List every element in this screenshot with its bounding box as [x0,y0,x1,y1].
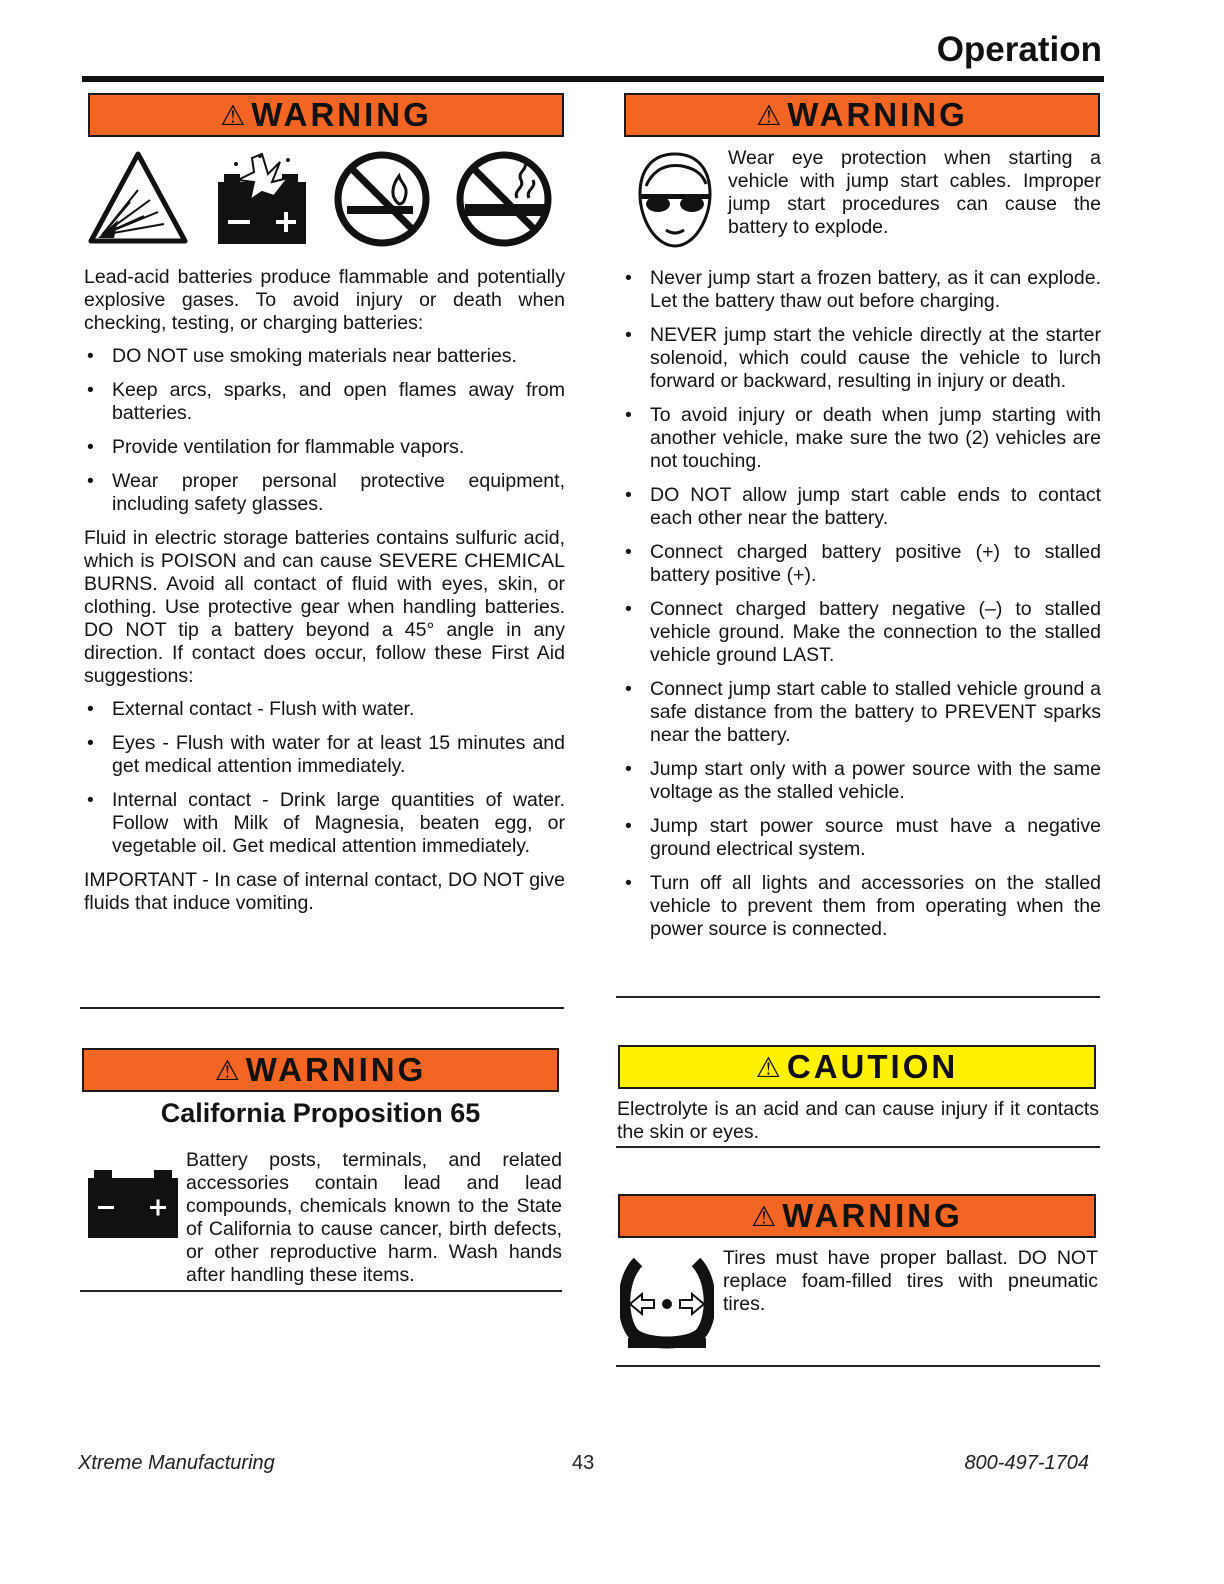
list-item-text: DO NOT allow jump start cable ends to contact each other near the battery. [650,484,1101,529]
list-item [622,872,1101,941]
bullet-icon: • [625,678,632,700]
list-item [622,404,1101,473]
list-item [622,267,1101,313]
important-note: IMPORTANT - In case of internal contact, DO NOT give fluids that induce vomiting. [84,869,565,914]
warning-triangle-icon: ⚠ [214,1054,240,1086]
no-flame-icon [333,150,431,248]
bullet-icon: • [87,470,94,492]
list-item [84,379,565,425]
prop65-body [80,1149,562,1287]
list-item-text: Eyes - Flush with water for at least 15 minutes and get medical attention immediately. [112,732,565,777]
list-item [84,470,565,516]
list-item [622,678,1101,747]
section-divider [616,1146,1100,1148]
warning-banner-label: WARNING [787,96,968,133]
list-item-text: Connect charged battery negative (–) to stalled vehicle ground. Make the connection to the stalled vehicle ground LAST. [650,598,1101,666]
prop65-title: California Proposition 65 [160,1098,481,1128]
battery-explosion-icon [216,152,308,246]
footer-company: Xtreme Manufacturing [78,1452,275,1474]
footer-phone: 800-497-1704 [964,1452,1089,1474]
list-item [84,436,565,459]
bullet-icon: • [87,789,94,811]
battery-bullet-list [84,345,565,516]
warning-banner-label: WARNING [782,1197,963,1234]
warning-banner-jump-start [624,93,1100,137]
bullet-icon: • [625,598,632,620]
prop65-text: Battery posts, terminals, and related accessories contain lead and lead compounds, chemicals known to the State of California to cause cancer, birth defects, or other reproductive harm. Wash hands after handling these items. [186,1149,562,1286]
list-item-text: Keep arcs, sparks, and open flames away from batteries. [112,379,565,424]
list-item-text: DO NOT use smoking materials near batteries. [112,345,517,367]
warning-triangle-icon: ⚠ [220,99,246,131]
bullet-icon: • [625,484,632,506]
bullet-icon: • [625,872,632,894]
list-item-text: Connect charged battery positive (+) to stalled battery positive (+). [650,541,1101,586]
warning-banner-batteries [88,93,564,137]
caution-triangle-icon: ⚠ [755,1051,781,1083]
list-item [84,345,565,368]
tire-ballast-icon [620,1254,714,1350]
bullet-icon: • [625,324,632,346]
bullet-icon: • [625,758,632,780]
list-item-text: NEVER jump start the vehicle directly at the starter solenoid, which could cause the vehicle to lurch forward or backward, resulting in injury or death. [650,324,1101,392]
section-divider [80,1290,562,1292]
section-divider [616,1365,1100,1367]
list-item-text: Wear proper personal protective equipment, including safety glasses. [112,470,565,515]
explosion-hazard-icon [88,150,188,245]
warning-banner-tires [618,1194,1096,1238]
list-item-text: To avoid injury or death when jump starting with another vehicle, make sure the two (2) vehicles are not touching. [650,404,1101,472]
first-aid-list [84,698,565,858]
list-item-text: Never jump start a frozen battery, as it can explode. Let the battery thaw out before charging. [650,267,1101,312]
bullet-icon: • [87,379,94,401]
warning-banner-label: WARNING [251,96,432,133]
section-divider [616,996,1100,998]
bullet-icon: • [625,267,632,289]
caution-text: Electrolyte is an acid and can cause injury if it contacts the skin or eyes. [617,1098,1099,1143]
jump-start-body [622,267,1101,941]
section-divider [80,1007,564,1009]
list-item-text: External contact - Flush with water. [112,698,415,720]
list-item [622,541,1101,587]
jump-start-intro: Wear eye protection when starting a vehicle with jump start cables. Improper jump start procedures can cause the battery to explode. [728,147,1101,238]
bullet-icon: • [625,541,632,563]
bullet-icon: • [87,345,94,367]
list-item [84,732,565,778]
bullet-icon: • [87,732,94,754]
list-item-text: Turn off all lights and accessories on the stalled vehicle to prevent them from operating when the power source is connected. [650,872,1101,940]
list-item [622,758,1101,804]
tires-text: Tires must have proper ballast. DO NOT replace foam-filled tires with pneumatic tires. [723,1247,1098,1315]
header-rule [82,76,1104,82]
list-item-text: Provide ventilation for flammable vapors. [112,436,465,458]
list-item [622,324,1101,393]
warning-triangle-icon: ⚠ [751,1200,777,1232]
list-item [622,484,1101,530]
list-item [622,598,1101,667]
list-item-text: Connect jump start cable to stalled vehicle ground a safe distance from the battery to PREVENT sparks near the battery. [650,678,1101,746]
bullet-icon: • [625,404,632,426]
warning-banner-prop65 [82,1048,559,1092]
warning-triangle-icon: ⚠ [756,99,782,131]
footer-page-number: 43 [572,1452,595,1474]
bullet-icon: • [625,815,632,837]
page-title: Operation [936,30,1102,69]
list-item-text: Internal contact - Drink large quantities of water. Follow with Milk of Magnesia, beaten egg, or vegetable oil. Get medical attention immediately. [112,789,565,857]
fluid-warning-text: Fluid in electric storage batteries contains sulfuric acid, which is POISON and can cause SEVERE CHEMICAL BURNS. Avoid all contact of fluid with eyes, skin, or clothing. Use protective gear when handling batteries. DO NOT tip a battery beyond a 45° angle in any direction. If contact does occur, follow these First Aid suggestions: [84,527,565,687]
caution-banner-label: CAUTION [786,1048,959,1085]
no-smoking-icon [455,150,553,248]
list-item-text: Jump start power source must have a negative ground electrical system. [650,815,1101,860]
jump-start-bullet-list [622,267,1101,941]
battery-intro-text: Lead-acid batteries produce flammable and potentially explosive gases. To avoid injury or death when checking, testing, or charging batteries: [84,266,565,334]
list-item [84,698,565,721]
eye-protection-icon [636,150,714,250]
list-item [84,789,565,858]
caution-banner [618,1045,1096,1089]
list-item-text: Jump start only with a power source with the same voltage as the stalled vehicle. [650,758,1101,803]
bullet-icon: • [87,436,94,458]
battery-warning-body [84,266,565,915]
warning-banner-label: WARNING [245,1051,427,1088]
list-item [622,815,1101,861]
bullet-icon: • [87,698,94,720]
